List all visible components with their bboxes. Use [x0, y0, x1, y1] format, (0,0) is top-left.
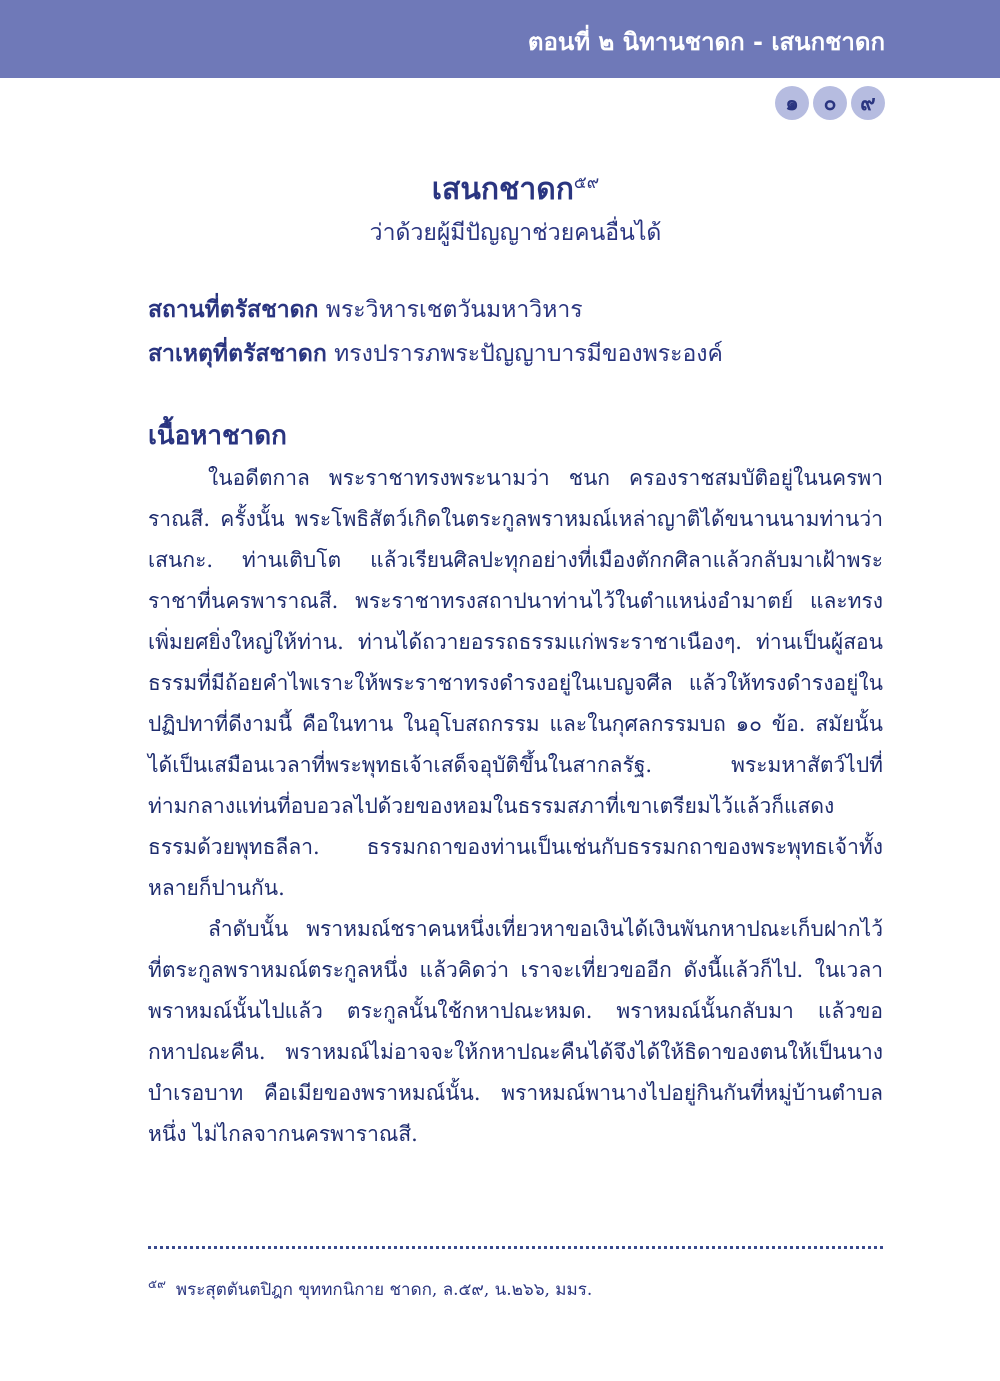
jataka-subtitle: ว่าด้วยผู้มีปัญญาช่วยคนอื่นได้ — [369, 220, 662, 246]
place-value: พระวิหารเชตวันมหาวิหาร — [325, 297, 583, 323]
footnote-divider — [148, 1246, 883, 1249]
cause-label: สาเหตุที่ตรัสชาดก — [148, 341, 327, 367]
jataka-title-text: เสนกชาดก — [431, 172, 574, 207]
footnote-reference: ๕๙ — [573, 173, 600, 193]
place-line — [148, 288, 883, 332]
place-label: สถานที่ตรัสชาดก — [148, 297, 319, 323]
cause-value: ทรงปรารภพระปัญญาบารมีของพระองค์ — [334, 341, 723, 367]
page-number-digit: ๙ — [851, 86, 885, 120]
footnote-mark: ๕๙ — [148, 1277, 166, 1291]
page-number-digit: ๐ — [813, 86, 847, 120]
header-band — [0, 0, 1000, 78]
page-number — [775, 86, 885, 120]
info-block — [148, 288, 883, 376]
footnote-text: พระสุตตันตปิฎก ขุททกนิกาย ชาดก, ล.๕๙, น.๒๖๖, มมร. — [175, 1280, 593, 1300]
title-block — [148, 158, 883, 251]
page-number-digit: ๑ — [775, 86, 809, 120]
body-text — [148, 458, 883, 1155]
body-paragraph: ในอดีตกาล พระราชาทรงพระนามว่า ชนก ครองราชสมบัติอยู่ในนครพาราณสี. ครั้งนั้น พระโพธิสัตว์เกิดในตระกูลพราหมณ์เหล่าญาติได้ขนานนามท่านว่า เสนกะ. ท่านเติบโต แล้วเรียนศิลปะทุกอย่างที่เมืองตักกศิลาแล้วกลับมาเฝ้าพระราชาที่นครพาราณสี. พระราชาทรงสถาปนาท่านไว้ในตำแหน่งอำมาตย์ และทรงเพิ่มยศยิ่งใหญ่ให้ท่าน. ท่านได้ถวายอรรถธรรมแก่พระราชาเนืองๆ. ท่านเป็นผู้สอนธรรมที่มีถ้อยคำไพเราะให้พระราชาทรงดำรงอยู่ในเบญจศีล แล้วให้ทรงดำรงอยู่ในปฏิปทาที่ดีงามนี้ คือในทาน ในอุโบสถกรรม และในกุศลกรรมบถ ๑๐ ข้อ. สมัยนั้น ได้เป็นเสมือนเวลาที่พระพุทธเจ้าเสด็จอุบัติขึ้นในสากลรัฐ. พระมหาสัตว์ไปที่ท่ามกลางแท่นที่อบอวลไปด้วยของหอมในธรรมสภาที่เขาเตรียมไว้แล้วก็แสดงธรรมด้วยพุทธลีลา. ธรรมกถาของท่านเป็นเช่นกับธรรมกถาของพระพุทธเจ้าทั้งหลายก็ปานกัน. — [148, 466, 883, 900]
body-paragraph: ลำดับนั้น พราหมณ์ชราคนหนึ่งเที่ยวหาขอเงินได้เงินพันกหาปณะเก็บฝากไว้ที่ตระกูลพราหมณ์ตระกูลหนึ่ง แล้วคิดว่า เราจะเที่ยวขออีก ดังนี้แล้วก็ไป. ในเวลาพราหมณ์นั้นไปแล้ว ตระกูลนั้นใช้กหาปณะหมด. พราหมณ์นั้นกลับมา แล้วขอกหาปณะคืน. พราหมณ์ไม่อาจจะให้กหาปณะคืนได้จึงได้ให้ธิดาของตนให้เป็นนางบำเรอบาท คือเมียของพราหมณ์นั้น. พราหมณ์พานางไปอยู่กินกันที่หมู่บ้านตำบลหนึ่ง ไม่ไกลจากนครพาราณสี. — [148, 917, 883, 1146]
chapter-title: ตอนที่ ๒ นิทานชาดก - เสนกชาดก — [527, 28, 885, 56]
jataka-title — [148, 158, 883, 215]
footnote — [148, 1270, 883, 1304]
cause-line — [148, 332, 883, 376]
content-heading: เนื้อหาชาดก — [148, 421, 287, 451]
